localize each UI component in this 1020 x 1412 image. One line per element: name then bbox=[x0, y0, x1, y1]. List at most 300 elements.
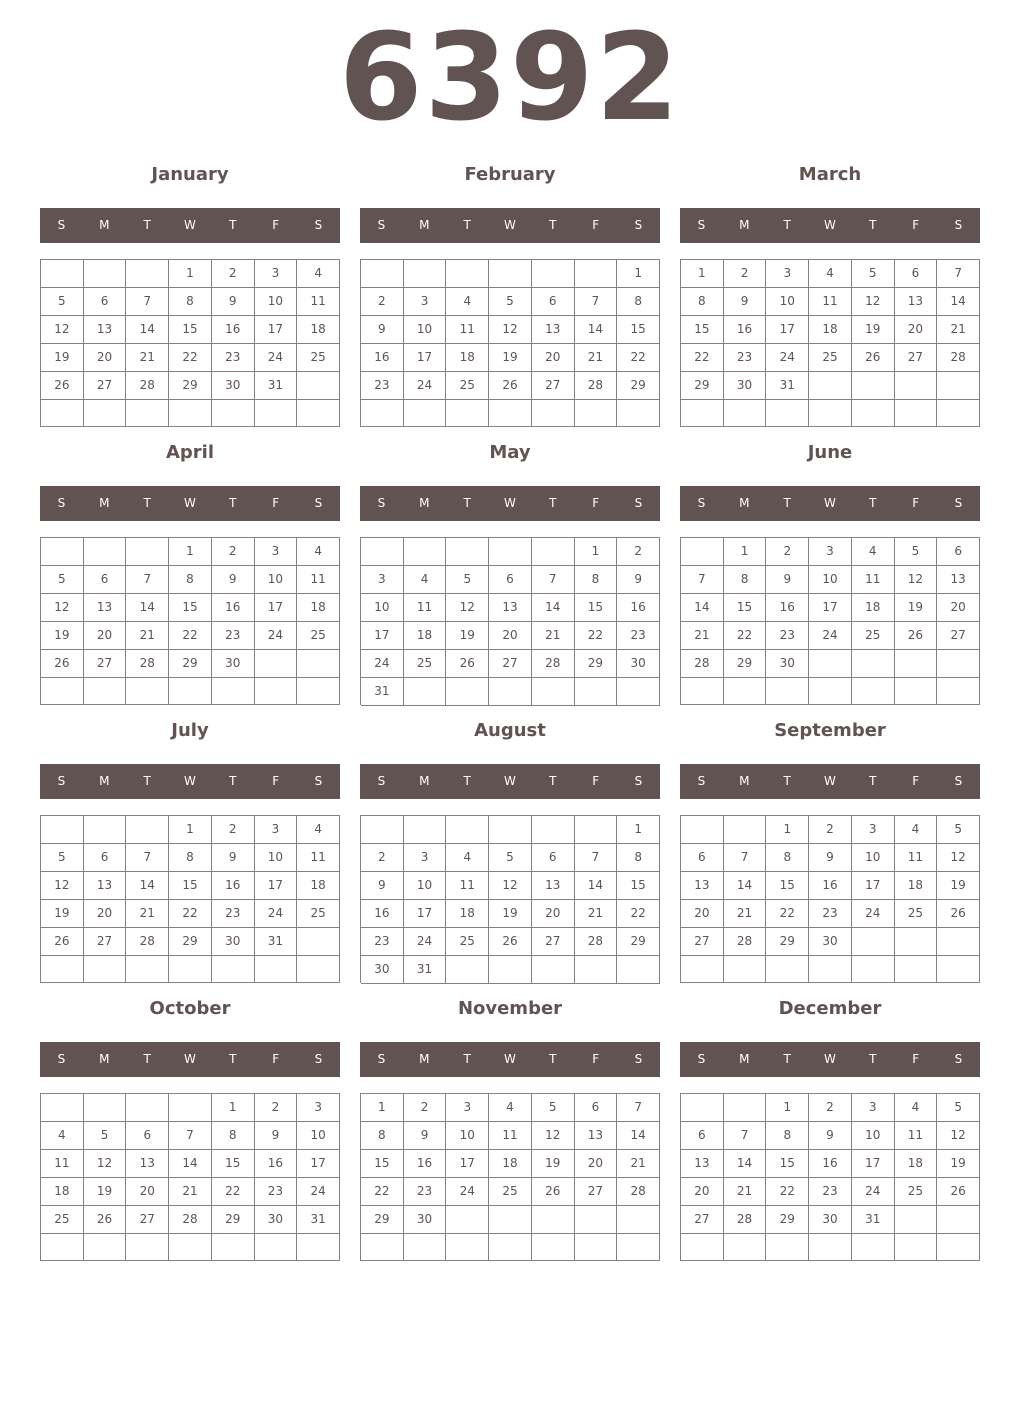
empty-day-cell bbox=[126, 1094, 169, 1122]
day-cell: 1 bbox=[617, 260, 660, 288]
empty-day-cell bbox=[617, 1206, 660, 1234]
day-cell: 25 bbox=[489, 1178, 532, 1206]
day-cell: 7 bbox=[532, 566, 575, 594]
empty-day-cell bbox=[681, 816, 724, 844]
empty-day-cell bbox=[681, 956, 724, 983]
day-cell: 23 bbox=[809, 1178, 852, 1206]
weekday-label: T bbox=[463, 496, 471, 510]
day-cell: 14 bbox=[126, 316, 169, 344]
day-cell: 21 bbox=[126, 344, 169, 372]
weekday-label: F bbox=[912, 774, 920, 788]
day-cell: 1 bbox=[575, 538, 618, 566]
weekday-header bbox=[40, 764, 340, 799]
empty-day-cell bbox=[852, 372, 895, 400]
weekday-label: T bbox=[869, 218, 877, 232]
day-cell: 8 bbox=[766, 1122, 809, 1150]
empty-day-cell bbox=[84, 400, 127, 427]
day-cell: 14 bbox=[532, 594, 575, 622]
empty-day-cell bbox=[169, 1094, 212, 1122]
day-cell: 4 bbox=[852, 538, 895, 566]
day-cell: 20 bbox=[532, 900, 575, 928]
empty-day-cell bbox=[126, 816, 169, 844]
empty-day-cell bbox=[532, 678, 575, 706]
weekday-label: S bbox=[57, 496, 66, 510]
weekday-label: T bbox=[783, 218, 791, 232]
day-cell: 20 bbox=[681, 1178, 724, 1206]
day-cell: 4 bbox=[809, 260, 852, 288]
day-cell: 30 bbox=[212, 372, 255, 400]
day-cell: 28 bbox=[532, 650, 575, 678]
empty-day-cell bbox=[297, 678, 340, 705]
day-cell: 5 bbox=[489, 844, 532, 872]
weekday-label: S bbox=[634, 774, 643, 788]
empty-day-cell bbox=[41, 1234, 84, 1261]
day-cell: 18 bbox=[41, 1178, 84, 1206]
empty-day-cell bbox=[532, 956, 575, 984]
day-cell: 5 bbox=[895, 538, 938, 566]
empty-day-cell bbox=[126, 956, 169, 983]
day-cell: 22 bbox=[212, 1178, 255, 1206]
weekday-label: T bbox=[783, 1052, 791, 1066]
day-cell: 18 bbox=[297, 316, 340, 344]
day-cell: 14 bbox=[724, 1150, 767, 1178]
empty-day-cell bbox=[41, 400, 84, 427]
day-cell: 17 bbox=[852, 872, 895, 900]
day-cell: 1 bbox=[766, 816, 809, 844]
day-cell: 16 bbox=[766, 594, 809, 622]
day-cell: 8 bbox=[361, 1122, 404, 1150]
day-cell: 3 bbox=[404, 844, 447, 872]
weekday-header bbox=[680, 486, 980, 521]
day-cell: 31 bbox=[255, 928, 298, 956]
day-cell: 3 bbox=[361, 566, 404, 594]
day-cell: 16 bbox=[212, 594, 255, 622]
empty-day-cell bbox=[84, 1234, 127, 1261]
day-cell: 22 bbox=[169, 900, 212, 928]
day-cell: 20 bbox=[84, 344, 127, 372]
empty-day-cell bbox=[489, 400, 532, 427]
day-cell: 19 bbox=[489, 900, 532, 928]
month-december bbox=[680, 994, 980, 1254]
empty-day-cell bbox=[895, 678, 938, 705]
day-cell: 28 bbox=[126, 372, 169, 400]
day-cell: 11 bbox=[895, 844, 938, 872]
weekday-label: T bbox=[783, 774, 791, 788]
day-cell: 26 bbox=[489, 372, 532, 400]
day-cell: 28 bbox=[681, 650, 724, 678]
day-cell: 23 bbox=[404, 1178, 447, 1206]
weekday-label: S bbox=[57, 774, 66, 788]
empty-day-cell bbox=[212, 956, 255, 983]
empty-day-cell bbox=[575, 816, 618, 844]
weekday-header bbox=[680, 208, 980, 243]
empty-day-cell bbox=[575, 400, 618, 427]
weekday-label: T bbox=[229, 1052, 237, 1066]
day-cell: 1 bbox=[361, 1094, 404, 1122]
day-cell: 6 bbox=[84, 566, 127, 594]
weekday-label: S bbox=[634, 218, 643, 232]
weekday-header bbox=[360, 208, 660, 243]
day-cell: 7 bbox=[937, 260, 980, 288]
day-cell: 29 bbox=[617, 372, 660, 400]
day-cell: 9 bbox=[212, 844, 255, 872]
weekday-label: T bbox=[783, 496, 791, 510]
day-cell: 4 bbox=[895, 816, 938, 844]
empty-day-cell bbox=[446, 538, 489, 566]
empty-day-cell bbox=[809, 400, 852, 427]
empty-day-cell bbox=[766, 678, 809, 705]
empty-day-cell bbox=[532, 816, 575, 844]
day-cell: 8 bbox=[169, 566, 212, 594]
day-cell: 18 bbox=[489, 1150, 532, 1178]
empty-day-cell bbox=[852, 400, 895, 427]
day-cell: 14 bbox=[126, 872, 169, 900]
weekday-header bbox=[40, 1042, 340, 1077]
empty-day-cell bbox=[41, 816, 84, 844]
day-cell: 11 bbox=[446, 872, 489, 900]
weekday-header bbox=[360, 486, 660, 521]
day-cell: 11 bbox=[895, 1122, 938, 1150]
month-name: March bbox=[798, 164, 862, 185]
empty-day-cell bbox=[937, 1234, 980, 1261]
day-cell: 27 bbox=[937, 622, 980, 650]
weekday-label: W bbox=[504, 218, 516, 232]
day-cell: 4 bbox=[489, 1094, 532, 1122]
empty-day-cell bbox=[169, 678, 212, 705]
weekday-label: F bbox=[272, 1052, 280, 1066]
day-cell: 15 bbox=[617, 872, 660, 900]
day-cell: 25 bbox=[41, 1206, 84, 1234]
day-cell: 22 bbox=[681, 344, 724, 372]
day-cell: 5 bbox=[84, 1122, 127, 1150]
empty-day-cell bbox=[895, 400, 938, 427]
empty-day-cell bbox=[724, 956, 767, 983]
empty-day-cell bbox=[532, 400, 575, 427]
day-cell: 11 bbox=[489, 1122, 532, 1150]
empty-day-cell bbox=[809, 1234, 852, 1261]
day-cell: 4 bbox=[895, 1094, 938, 1122]
day-cell: 25 bbox=[446, 928, 489, 956]
day-cell: 14 bbox=[126, 594, 169, 622]
month-name: July bbox=[171, 720, 209, 741]
day-cell: 2 bbox=[212, 816, 255, 844]
day-cell: 6 bbox=[575, 1094, 618, 1122]
month-october bbox=[40, 994, 340, 1254]
day-cell: 30 bbox=[212, 650, 255, 678]
day-cell: 21 bbox=[575, 344, 618, 372]
day-cell: 1 bbox=[169, 538, 212, 566]
day-cell: 2 bbox=[809, 816, 852, 844]
day-cell: 2 bbox=[404, 1094, 447, 1122]
day-cell: 8 bbox=[724, 566, 767, 594]
day-cell: 25 bbox=[852, 622, 895, 650]
day-cell: 19 bbox=[852, 316, 895, 344]
day-cell: 30 bbox=[809, 928, 852, 956]
day-cell: 24 bbox=[255, 900, 298, 928]
empty-day-cell bbox=[895, 372, 938, 400]
day-cell: 8 bbox=[617, 288, 660, 316]
day-cell: 6 bbox=[84, 288, 127, 316]
day-cell: 14 bbox=[681, 594, 724, 622]
day-cell: 29 bbox=[169, 372, 212, 400]
day-cell: 26 bbox=[532, 1178, 575, 1206]
weekday-label: S bbox=[314, 496, 323, 510]
day-cell: 19 bbox=[84, 1178, 127, 1206]
day-cell: 30 bbox=[617, 650, 660, 678]
day-cell: 3 bbox=[852, 1094, 895, 1122]
day-cell: 21 bbox=[617, 1150, 660, 1178]
weekday-label: S bbox=[57, 218, 66, 232]
day-cell: 19 bbox=[446, 622, 489, 650]
day-cell: 2 bbox=[724, 260, 767, 288]
day-cell: 9 bbox=[361, 872, 404, 900]
empty-day-cell bbox=[575, 956, 618, 984]
empty-day-cell bbox=[895, 650, 938, 678]
day-cell: 3 bbox=[255, 260, 298, 288]
day-cell: 17 bbox=[404, 344, 447, 372]
day-cell: 25 bbox=[895, 900, 938, 928]
day-cell: 22 bbox=[575, 622, 618, 650]
day-cell: 5 bbox=[41, 566, 84, 594]
empty-day-cell bbox=[84, 538, 127, 566]
day-cell: 7 bbox=[169, 1122, 212, 1150]
day-cell: 11 bbox=[809, 288, 852, 316]
day-cell: 23 bbox=[212, 900, 255, 928]
day-cell: 31 bbox=[297, 1206, 340, 1234]
day-cell: 4 bbox=[446, 288, 489, 316]
month-march bbox=[680, 160, 980, 420]
day-cell: 10 bbox=[361, 594, 404, 622]
empty-day-cell bbox=[681, 538, 724, 566]
empty-day-cell bbox=[446, 1234, 489, 1261]
weekday-label: S bbox=[954, 1052, 963, 1066]
weekday-label: S bbox=[314, 1052, 323, 1066]
empty-day-cell bbox=[575, 678, 618, 706]
day-cell: 7 bbox=[126, 288, 169, 316]
day-cell: 9 bbox=[724, 288, 767, 316]
day-cell: 15 bbox=[617, 316, 660, 344]
day-cell: 28 bbox=[126, 928, 169, 956]
empty-day-cell bbox=[255, 678, 298, 705]
day-cell: 10 bbox=[297, 1122, 340, 1150]
day-cell: 16 bbox=[361, 344, 404, 372]
day-cell: 13 bbox=[126, 1150, 169, 1178]
day-cell: 8 bbox=[212, 1122, 255, 1150]
empty-day-cell bbox=[617, 400, 660, 427]
day-cell: 26 bbox=[41, 650, 84, 678]
weekday-label: W bbox=[504, 496, 516, 510]
day-cell: 24 bbox=[361, 650, 404, 678]
empty-day-cell bbox=[809, 650, 852, 678]
month-name: December bbox=[778, 998, 882, 1019]
empty-day-cell bbox=[255, 400, 298, 427]
day-cell: 2 bbox=[361, 844, 404, 872]
day-cell: 6 bbox=[84, 844, 127, 872]
day-cell: 17 bbox=[809, 594, 852, 622]
day-cell: 11 bbox=[852, 566, 895, 594]
day-cell: 27 bbox=[681, 1206, 724, 1234]
empty-day-cell bbox=[41, 538, 84, 566]
day-cell: 27 bbox=[575, 1178, 618, 1206]
day-cell: 10 bbox=[852, 1122, 895, 1150]
day-cell: 17 bbox=[766, 316, 809, 344]
weekday-header bbox=[360, 764, 660, 799]
empty-day-cell bbox=[297, 650, 340, 678]
day-cell: 5 bbox=[41, 288, 84, 316]
empty-day-cell bbox=[361, 538, 404, 566]
weekday-label: F bbox=[592, 774, 600, 788]
day-cell: 23 bbox=[724, 344, 767, 372]
weekday-label: M bbox=[419, 218, 430, 232]
day-cell: 16 bbox=[809, 872, 852, 900]
empty-day-cell bbox=[126, 538, 169, 566]
empty-day-cell bbox=[809, 372, 852, 400]
day-cell: 14 bbox=[937, 288, 980, 316]
weekday-label: S bbox=[377, 774, 386, 788]
empty-day-cell bbox=[532, 260, 575, 288]
empty-day-cell bbox=[297, 372, 340, 400]
day-cell: 29 bbox=[169, 928, 212, 956]
day-cell: 15 bbox=[169, 872, 212, 900]
day-cell: 14 bbox=[617, 1122, 660, 1150]
day-cell: 3 bbox=[809, 538, 852, 566]
month-name: April bbox=[165, 442, 215, 463]
empty-day-cell bbox=[489, 956, 532, 984]
day-grid bbox=[680, 537, 980, 705]
day-cell: 19 bbox=[937, 1150, 980, 1178]
day-cell: 29 bbox=[724, 650, 767, 678]
weekday-label: W bbox=[824, 774, 836, 788]
day-cell: 27 bbox=[489, 650, 532, 678]
day-cell: 18 bbox=[297, 872, 340, 900]
day-cell: 9 bbox=[212, 566, 255, 594]
weekday-label: S bbox=[377, 1052, 386, 1066]
empty-day-cell bbox=[489, 1206, 532, 1234]
day-cell: 13 bbox=[84, 594, 127, 622]
day-cell: 25 bbox=[809, 344, 852, 372]
day-cell: 26 bbox=[937, 900, 980, 928]
empty-day-cell bbox=[575, 1234, 618, 1261]
day-cell: 3 bbox=[404, 288, 447, 316]
day-cell: 8 bbox=[575, 566, 618, 594]
day-cell: 21 bbox=[126, 622, 169, 650]
weekday-header bbox=[40, 208, 340, 243]
month-november bbox=[360, 994, 660, 1254]
month-name: October bbox=[149, 998, 231, 1019]
day-cell: 28 bbox=[617, 1178, 660, 1206]
day-cell: 27 bbox=[126, 1206, 169, 1234]
weekday-label: M bbox=[99, 218, 110, 232]
day-cell: 4 bbox=[297, 816, 340, 844]
day-cell: 20 bbox=[937, 594, 980, 622]
day-cell: 2 bbox=[212, 260, 255, 288]
empty-day-cell bbox=[212, 400, 255, 427]
weekday-label: S bbox=[697, 496, 706, 510]
day-cell: 10 bbox=[255, 844, 298, 872]
day-cell: 9 bbox=[404, 1122, 447, 1150]
day-cell: 16 bbox=[212, 316, 255, 344]
empty-day-cell bbox=[895, 1234, 938, 1261]
day-cell: 24 bbox=[404, 928, 447, 956]
month-april bbox=[40, 438, 340, 698]
day-cell: 21 bbox=[937, 316, 980, 344]
empty-day-cell bbox=[681, 1094, 724, 1122]
empty-day-cell bbox=[852, 928, 895, 956]
day-cell: 18 bbox=[297, 594, 340, 622]
day-cell: 31 bbox=[361, 678, 404, 706]
weekday-label: S bbox=[954, 218, 963, 232]
day-cell: 9 bbox=[617, 566, 660, 594]
day-cell: 11 bbox=[446, 316, 489, 344]
day-cell: 21 bbox=[724, 900, 767, 928]
day-cell: 5 bbox=[532, 1094, 575, 1122]
day-cell: 4 bbox=[297, 538, 340, 566]
day-cell: 20 bbox=[575, 1150, 618, 1178]
empty-day-cell bbox=[575, 260, 618, 288]
empty-day-cell bbox=[532, 1206, 575, 1234]
weekday-label: S bbox=[954, 774, 963, 788]
day-cell: 23 bbox=[255, 1178, 298, 1206]
day-cell: 30 bbox=[212, 928, 255, 956]
month-may bbox=[360, 438, 660, 698]
weekday-label: M bbox=[99, 1052, 110, 1066]
day-cell: 28 bbox=[724, 928, 767, 956]
day-cell: 25 bbox=[297, 900, 340, 928]
weekday-label: T bbox=[143, 496, 151, 510]
weekday-label: S bbox=[697, 774, 706, 788]
day-cell: 26 bbox=[446, 650, 489, 678]
empty-day-cell bbox=[809, 678, 852, 705]
empty-day-cell bbox=[446, 816, 489, 844]
day-cell: 25 bbox=[404, 650, 447, 678]
day-cell: 22 bbox=[361, 1178, 404, 1206]
day-cell: 23 bbox=[212, 344, 255, 372]
weekday-label: T bbox=[869, 496, 877, 510]
day-cell: 6 bbox=[532, 844, 575, 872]
day-cell: 1 bbox=[724, 538, 767, 566]
day-cell: 21 bbox=[575, 900, 618, 928]
empty-day-cell bbox=[84, 1094, 127, 1122]
day-cell: 26 bbox=[852, 344, 895, 372]
day-cell: 26 bbox=[489, 928, 532, 956]
day-cell: 20 bbox=[532, 344, 575, 372]
weekday-label: W bbox=[824, 1052, 836, 1066]
day-cell: 14 bbox=[169, 1150, 212, 1178]
empty-day-cell bbox=[361, 816, 404, 844]
weekday-header bbox=[360, 1042, 660, 1077]
empty-day-cell bbox=[852, 678, 895, 705]
month-february bbox=[360, 160, 660, 420]
day-cell: 23 bbox=[617, 622, 660, 650]
empty-day-cell bbox=[766, 1234, 809, 1261]
day-cell: 13 bbox=[895, 288, 938, 316]
weekday-label: S bbox=[377, 496, 386, 510]
day-cell: 17 bbox=[255, 316, 298, 344]
weekday-label: T bbox=[869, 1052, 877, 1066]
day-cell: 13 bbox=[532, 316, 575, 344]
empty-day-cell bbox=[297, 400, 340, 427]
weekday-label: M bbox=[739, 496, 750, 510]
weekday-label: T bbox=[463, 218, 471, 232]
day-cell: 8 bbox=[681, 288, 724, 316]
day-cell: 27 bbox=[84, 650, 127, 678]
day-cell: 4 bbox=[404, 566, 447, 594]
weekday-header bbox=[40, 486, 340, 521]
day-grid bbox=[40, 1093, 340, 1261]
day-cell: 16 bbox=[809, 1150, 852, 1178]
day-cell: 13 bbox=[84, 316, 127, 344]
weekday-label: T bbox=[549, 218, 557, 232]
